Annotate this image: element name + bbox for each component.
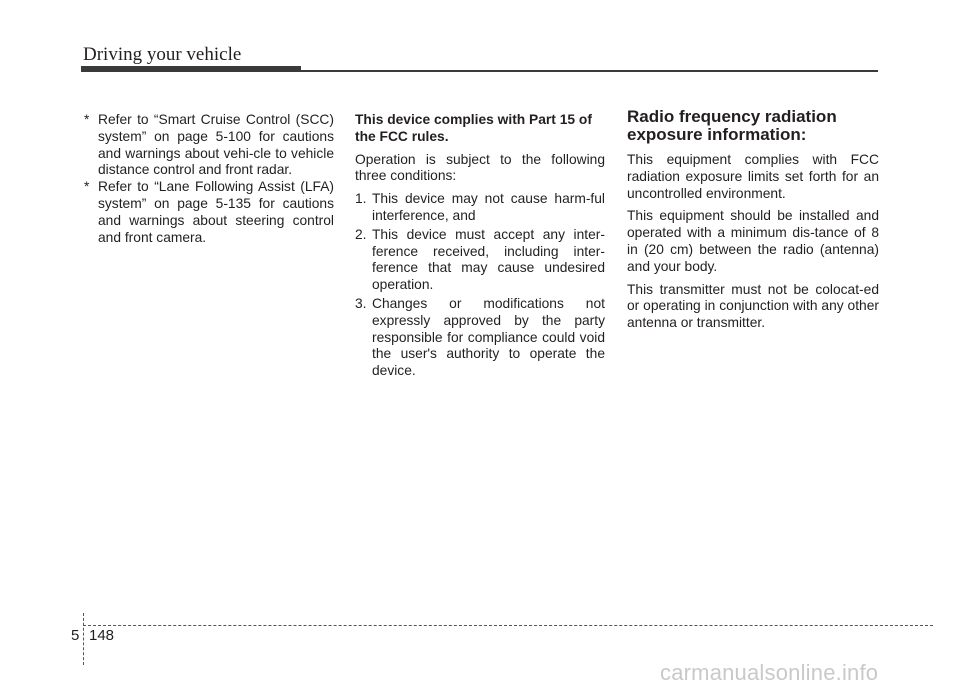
note-mark: * (84, 112, 90, 127)
condition-item (355, 227, 605, 294)
condition-number: 3. (355, 295, 367, 311)
note-item (84, 179, 334, 246)
condition-number: 1. (355, 191, 367, 207)
middle-column (355, 112, 605, 382)
rf-exposure-heading: Radio frequency radiation exposure information: (627, 107, 837, 144)
page-number: 148 (89, 627, 115, 644)
note-text: Refer to “Lane Following Assist (LFA) system” on page 5-135 for cautions and warnings about steering control and front camera. (98, 179, 334, 245)
conditions-intro: Operation is subject to the following three conditions: (355, 151, 605, 184)
condition-item (355, 191, 605, 225)
rf-paragraph: This equipment complies with FCC radiation exposure limits set forth for an uncontrolled environment. (627, 152, 879, 201)
note-text: Refer to “Smart Cruise Control (SCC) system” on page 5-100 for cautions and warnings about vehi-cle to vehicle distance control and front radar. (98, 112, 334, 178)
rf-paragraph: This equipment should be installed and operated with a minimum dis-tance of 8 in (20 cm) between the radio (antenna) and your body. (627, 208, 879, 274)
section-title: Driving your vehicle (83, 44, 242, 65)
condition-text: Changes or modifications not expressly approved by the party responsible for compliance could void the user's authority to operate the device. (372, 295, 605, 379)
header-rule-thick (81, 66, 301, 72)
condition-number: 2. (355, 226, 367, 242)
right-column (627, 108, 879, 338)
footer-divider (83, 613, 84, 665)
note-mark: * (84, 179, 90, 195)
footer-rule (83, 625, 933, 626)
rf-paragraph: This transmitter must not be colocat-ed or operating in conjunction with any other antenna or transmitter. (627, 281, 879, 331)
condition-item (355, 296, 605, 380)
header-rule-thin (301, 70, 878, 72)
condition-text: This device may not cause harm-ful interference, and (372, 191, 605, 223)
watermark: carmanualsonline.info (660, 660, 879, 685)
note-item (84, 112, 334, 179)
chapter-number: 5 (71, 627, 80, 644)
left-column (84, 112, 334, 246)
compliance-statement: This device complies with Part 15 of the FCC rules. (355, 112, 592, 144)
condition-text: This device must accept any inter-ference received, including inter-ference that may cause undesired operation. (372, 226, 605, 293)
